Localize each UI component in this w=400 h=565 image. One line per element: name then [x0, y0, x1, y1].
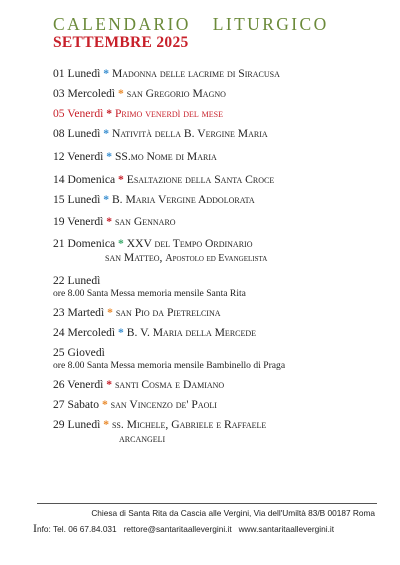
star-icon: * [103, 127, 110, 140]
entry-title-secondary: arcangeli [119, 432, 166, 445]
entry-day: 26 Venerdì [53, 378, 104, 391]
entry-title: XXV del Tempo Ordinario [126, 237, 253, 250]
star-icon: * [106, 107, 113, 120]
entry-note-text: Santa Messa memoria mensile Bambinello di Praga [86, 360, 286, 371]
calendar-entry [53, 193, 393, 207]
calendar-title-word1: CALENDARIO [53, 14, 191, 34]
calendar-entry [53, 274, 393, 300]
entry-day: 12 Venerdì [53, 150, 104, 163]
entry-title: Primo venerdì del mese [114, 107, 223, 120]
entry-title-secondary-note: Apostolo ed Evangelista [165, 253, 268, 264]
calendar-entry [53, 346, 393, 372]
star-icon: * [101, 398, 108, 411]
calendar-entry [53, 398, 393, 412]
star-icon: * [118, 173, 124, 186]
entry-day: 03 Mercoledì [53, 87, 116, 100]
entry-title: B. Maria Vergine Addolorata [111, 193, 255, 206]
entry-title-secondary: san Matteo, [105, 251, 163, 264]
footer-email[interactable]: rettore@santaritaallevergini.it [123, 524, 232, 534]
footer-phone: Tel. 06 67.84.031 [53, 524, 117, 534]
entry-title: san Gregorio Magno [126, 87, 226, 100]
calendar-list [53, 67, 393, 446]
star-icon: * [118, 87, 124, 100]
footer-divider [37, 503, 377, 504]
entry-title: ss. Michele, Gabriele e Raffaele [111, 418, 267, 431]
star-icon: * [103, 67, 110, 80]
entry-title: Madonna delle lacrime di Siracusa [111, 67, 280, 80]
calendar-entry [53, 107, 393, 121]
entry-day: 15 Lunedì [53, 193, 101, 206]
calendar-entry [53, 326, 393, 340]
entry-title: Esaltazione della Santa Croce [126, 173, 275, 186]
entry-title: san Gennaro [114, 215, 176, 228]
star-icon: * [103, 193, 110, 206]
entry-day: 05 Venerdì [53, 107, 104, 120]
calendar-entry [53, 237, 393, 266]
entry-day: 23 Martedì [53, 306, 105, 319]
entry-day: 14 Domenica [53, 173, 116, 186]
entry-day: 25 Giovedì [53, 346, 105, 359]
footer-address: Chiesa di Santa Rita da Cascia alle Vergini, Via dell'Umiltà 83/B 00187 Roma [91, 508, 375, 518]
info-initial: I [33, 521, 37, 535]
star-icon: * [103, 418, 110, 431]
calendar-title [53, 14, 329, 35]
calendar-entry [53, 418, 393, 446]
entry-title: santi Cosma e Damiano [114, 378, 225, 391]
calendar-title-word2: LITURGICO [212, 14, 329, 34]
entry-title: san Vincenzo de' Paoli [110, 398, 217, 411]
entry-title: san Pio da Pietrelcina [115, 306, 221, 319]
calendar-entry [53, 306, 393, 320]
footer-contacts [33, 521, 334, 536]
calendar-entry [53, 173, 393, 187]
star-icon: * [118, 237, 124, 250]
entry-title: Natività della B. Vergine Maria [111, 127, 268, 140]
star-icon: * [106, 150, 113, 163]
calendar-entry [53, 150, 393, 164]
calendar-entry [53, 67, 393, 81]
star-icon: * [118, 326, 124, 339]
entry-note-text: Santa Messa memoria mensile Santa Rita [86, 288, 246, 299]
entry-note-time: ore 8.00 [53, 360, 85, 371]
calendar-entry [53, 215, 393, 229]
footer-website[interactable]: www.santaritaallevergini.it [238, 524, 335, 534]
calendar-month: SETTEMBRE 2025 [53, 34, 189, 51]
star-icon: * [106, 215, 113, 228]
calendar-entry [53, 378, 393, 392]
entry-day: 24 Mercoledì [53, 326, 116, 339]
entry-title: SS.mo Nome di Maria [114, 150, 217, 163]
entry-day: 19 Venerdì [53, 215, 104, 228]
star-icon: * [106, 378, 113, 391]
entry-day: 21 Domenica [53, 237, 116, 250]
calendar-entry [53, 87, 393, 101]
entry-note-time: ore 8.00 [53, 288, 85, 299]
entry-day: 29 Lunedì [53, 418, 101, 431]
entry-day: 27 Sabato [53, 398, 100, 411]
entry-day: 22 Lunedì [53, 274, 101, 287]
calendar-entry [53, 127, 393, 141]
entry-title: B. V. Maria della Mercede [126, 326, 257, 339]
info-label: nfo: [37, 524, 51, 534]
star-icon: * [107, 306, 113, 319]
entry-day: 01 Lunedì [53, 67, 101, 80]
entry-day: 08 Lunedì [53, 127, 101, 140]
